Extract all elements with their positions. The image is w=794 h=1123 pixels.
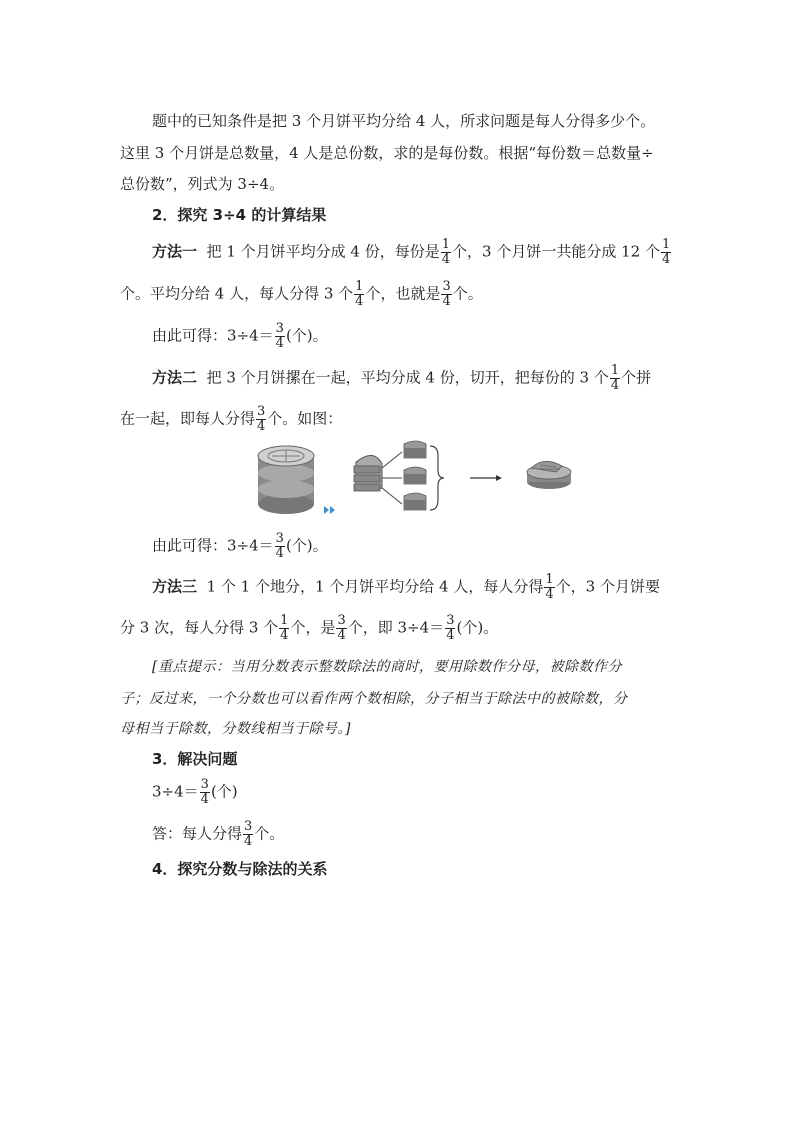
fraction: $\frac{1}{4}$ (661, 237, 671, 267)
method-1-line-2: 个。平均分给 4 人，每人分得 3 个 $\frac{1}{4}$ 个，也就是 $\frac{3}{4}$ 个。 (120, 279, 483, 309)
fraction: $\frac{1}{4}$ (355, 279, 364, 309)
fraction: $\frac{1}{4}$ (545, 572, 554, 602)
fraction: $\frac{3}{4}$ (200, 777, 209, 807)
fraction: $\frac{3}{4}$ (244, 819, 253, 849)
assembled-mooncake-icon (527, 461, 571, 489)
split-lines (382, 452, 402, 504)
fraction: $\frac{3}{4}$ (275, 321, 284, 351)
method-2-line-2: 在一起，即每人分得 $\frac{3}{4}$ 个。如图： (120, 404, 343, 434)
text-line: 总份数”，列式为 3÷4。 (120, 175, 285, 193)
section-3-title: 3．解决问题 (152, 750, 238, 768)
tip-line: 子；反过来，一个分数也可以看作两个数相除，分子相当于除法中的被除数，分 (120, 691, 628, 707)
method-3-line-2: 分 3 次，每人分得 3 个 $\frac{1}{4}$ 个，是 $\frac{3}{4}$ 个，即 3÷4＝ $\frac{3}{4}$ (个)。 (120, 613, 499, 643)
fraction: $\frac{1}{4}$ (610, 363, 620, 393)
sliced-stack-icon (354, 455, 382, 491)
tip-line: 母相当于除数，分数线相当于除号。] (120, 721, 351, 737)
fraction: $\frac{1}{4}$ (441, 237, 451, 267)
chevron-icon (324, 506, 335, 514)
method-2-label: 方法二 (152, 368, 198, 387)
method-2-line-1: 方法二 把 3 个月饼摞在一起，平均分成 4 份，切开，把每份的 3 个 $\frac{1}{4}$ 个拼 (152, 363, 652, 393)
fraction: $\frac{3}{4}$ (257, 404, 266, 434)
fraction: $\frac{1}{4}$ (280, 613, 289, 643)
text: 把 1 个月饼平均分成 4 份，每份是 (206, 242, 440, 261)
text-line: 题中的已知条件是把 3 个月饼平均分给 4 人，所求问题是每人分得多少个。 (152, 112, 656, 130)
arrow-right-icon (470, 475, 502, 481)
mooncake-illustration (244, 438, 579, 518)
equation-line: 3÷4＝ $\frac{3}{4}$ (个) (152, 777, 238, 807)
tip-line: [重点提示：当用分数表示整数除法的商时，要用除数作分母，被除数作分 (152, 659, 622, 675)
method-3-line-1: 方法三 1 个 1 个地分，1 个月饼平均分给 4 人，每人分得 $\frac{1}{4}$ 个，3 个月饼要 (152, 572, 660, 602)
method-1-label: 方法一 (152, 242, 198, 261)
answer-line: 答：每人分得 $\frac{3}{4}$ 个。 (152, 819, 285, 849)
fraction: $\frac{3}{4}$ (337, 613, 346, 643)
mooncake-stack-icon (258, 446, 314, 514)
result-line: 由此可得：3÷4＝ $\frac{3}{4}$ (个)。 (152, 321, 328, 351)
text-line: 这里 3 个月饼是总数量，4 人是总份数，求的是每份数。根据“每份数＝总数量÷ (120, 144, 654, 162)
fraction: $\frac{3}{4}$ (446, 613, 455, 643)
method-3-label: 方法三 (152, 577, 198, 596)
text: 个，3 个月饼一共能分成 12 个 (452, 242, 660, 261)
brace-icon (430, 446, 444, 510)
fraction: $\frac{3}{4}$ (275, 531, 284, 561)
section-4-title: 4．探究分数与除法的关系 (152, 860, 328, 878)
fraction: $\frac{3}{4}$ (442, 279, 451, 309)
cake-slice-icon (404, 441, 426, 510)
section-2-title: 2．探究 3÷4 的计算结果 (152, 206, 327, 224)
result-line: 由此可得：3÷4＝ $\frac{3}{4}$ (个)。 (152, 531, 328, 561)
method-1-line-1 (152, 238, 712, 267)
